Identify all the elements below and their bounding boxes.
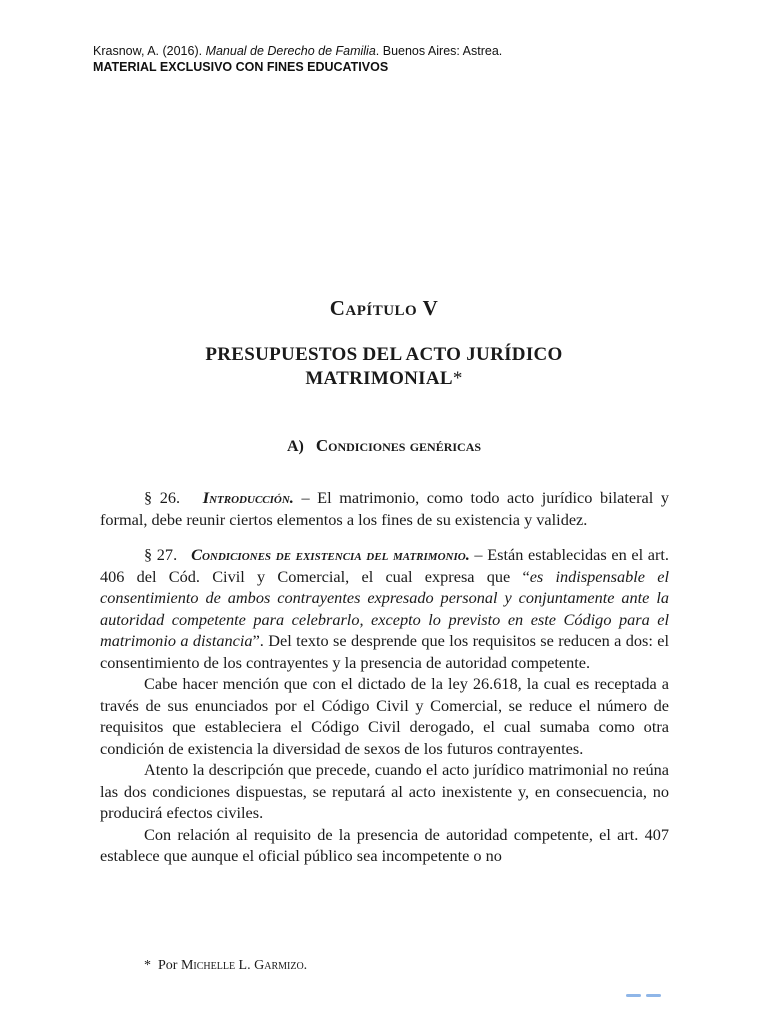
paragraph-heading: Introducción. [202, 488, 294, 507]
citation-book-title: Manual de Derecho de Familia [205, 44, 376, 58]
paragraph-text: – El matrimonio, como todo acto jurídico bilateral y formal, debe reunir ciertos elementos a los fines de su existencia y validez. [100, 488, 669, 529]
footnote-reference[interactable]: * [452, 368, 463, 389]
citation-header [93, 43, 502, 75]
paragraph-27 [100, 544, 669, 673]
citation-line [93, 43, 502, 59]
footnote-prefix: Por [158, 958, 178, 973]
paragraph-atento: Atento la descripción que precede, cuando el acto jurídico matrimonial no reúna las dos condiciones dispuestas, se reputará al acto inexistente y, en consecuencia, no producirá efectos civiles. [100, 760, 669, 822]
footnote-author: Michelle L. Garmizo. [180, 958, 308, 973]
section-name: Condiciones genéricas [315, 436, 482, 455]
footnote-mark: * [144, 958, 151, 973]
section-heading [0, 436, 768, 456]
legal-quote: es indispensable el consentimiento de ambos contrayentes expresado personal y conjuntamente ante la autoridad competente para celebrarlo, excepto lo previsto en este Código para el matrimonio a distancia [100, 566, 670, 650]
paragraph-con-relacion: Con relación al requisito de la presencia de autoridad competente, el art. 407 establece que aunque el oficial público sea incompetente o no [100, 824, 669, 865]
educational-notice: MATERIAL EXCLUSIVO CON FINES EDUCATIVOS [93, 60, 389, 74]
page-indicator-icon [626, 984, 668, 988]
paragraph-26 [100, 487, 669, 530]
paragraph-ley: Cabe hacer mención que con el dictado de la ley 26.618, la cual es receptada a través de sus enunciados por el Código Civil y Comercial, se reduce el número de requisitos que estableciera el Código Civil derogado, el cual sumaba como otra condición de existencia la diversidad de sexos de los futuros contrayentes. [100, 674, 669, 758]
body-text [100, 487, 669, 867]
footnote [144, 958, 307, 974]
section-letter: A) [286, 438, 304, 455]
chapter-title [140, 343, 628, 391]
paragraph-number: § 26. [144, 488, 181, 507]
citation-publisher: . Buenos Aires: Astrea. [375, 44, 503, 58]
paragraph-heading: Condiciones de existencia del matrimonio. [191, 545, 470, 564]
paragraph-text: – Están establecidas en el art. 406 del Cód. Civil y Comercial, el cual expresa que “ [100, 545, 669, 586]
paragraph-text: ”. Del texto se desprende que los requisitos se reducen a dos: el consentimiento de los contrayentes y la presencia de autoridad competente. [100, 631, 669, 672]
paragraph-number: § 27. [144, 545, 178, 564]
chapter-title-line2 [140, 367, 628, 391]
chapter-title-line1: PRESUPUESTOS DEL ACTO JURÍDICO [205, 344, 563, 365]
chapter-heading: Capítulo V [329, 296, 439, 320]
chapter-title-word: MATRIMONIAL [305, 368, 453, 389]
citation-author: Krasnow, A. (2016). [93, 44, 206, 58]
